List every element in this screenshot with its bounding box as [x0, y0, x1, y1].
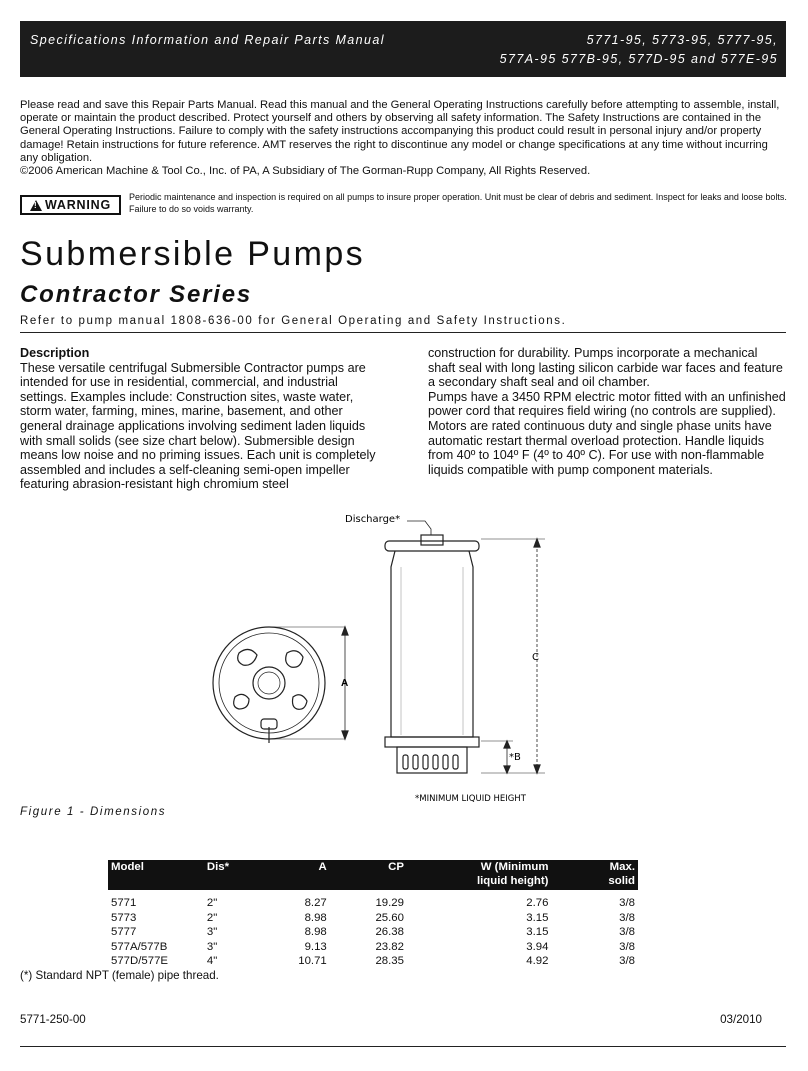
cell-a: 8.27 [304, 897, 327, 909]
description-text-2b: Pumps have a 3450 RPM electric motor fitted with an unfinished power cord that requires field wiring (no controls are supplied). Motors are rated continuous duty and single phase units have automatic restart thermal overload protection. Handle liquids from 40º to 104º F (4º to 40º C). For use with non-flammable liquids compatible with pump component materials. [428, 389, 786, 477]
cell-w: 3.15 [526, 911, 549, 924]
header-bar [20, 21, 786, 77]
cell-w: 3.15 [526, 926, 549, 938]
cell-dis: 2" [206, 911, 218, 924]
dimension-label-a: A [341, 678, 349, 689]
col-max-line2: solid [608, 875, 635, 887]
description-text-2a: construction for durability. Pumps incorporate a mechanical shaft seal with long lasting silicon carbide war faces and feature a secondary shaft seal and oil chamber. [428, 346, 783, 390]
cell-a: 8.98 [304, 926, 327, 938]
header-models-line1: 5771-95, 5773-95, 5777-95, [586, 33, 778, 47]
warning-text: Periodic maintenance and inspection is required on all pumps to insure proper operation. Unit must be clear of debris and sediment. Inspect for leaks and loose bolts. Failure to do so voids warranty. [129, 192, 787, 214]
header-models-line2: 577A-95 577B-95, 577D-95 and 577E-95 [499, 52, 778, 66]
cell-model: 577A/577B [111, 940, 168, 953]
pump-side-view [385, 521, 545, 773]
col-w-line1: W (Minimum [480, 861, 549, 873]
page-title: Submersible Pumps [20, 235, 366, 273]
description-column-2 [428, 346, 788, 477]
pump-top-view [213, 627, 348, 743]
col-w [407, 860, 552, 890]
warning-label: WARNING [44, 198, 111, 212]
cell-model: 5771 [111, 897, 137, 909]
cell-model: 5777 [111, 926, 137, 938]
discharge-label: Discharge* [345, 514, 401, 525]
description-text-1: These versatile centrifugal Submersible Contractor pumps are intended for use in residential, commercial, and industrial settings. Examples include: Construction sites, waste water, storm water, farming, mines, marine, basement, and other general drainage applications involving sediment laden liquids with small solids (see size chart below). Submersible design means low noise and no priming issues. Each unit is completely assembled and includes a self-cleaning semi-open impeller featuring abrasion-resistant high chromium steel [20, 360, 376, 492]
warning-badge [20, 195, 121, 215]
cell-a: 9.13 [304, 940, 327, 953]
divider-top [20, 332, 786, 333]
cell-w: 2.76 [526, 897, 549, 909]
divider-bottom [20, 1046, 786, 1047]
table-row [108, 925, 638, 940]
document-number: 5771-250-00 [20, 1013, 86, 1026]
figure-caption: Figure 1 - Dimensions [20, 806, 167, 818]
col-dis: Dis* [204, 860, 268, 890]
table-row [108, 940, 638, 955]
copyright-line: ©2006 American Machine & Tool Co., Inc. of PA, A Subsidiary of The Gorman-Rupp Company, All Rights Reserved. [20, 165, 591, 178]
cell-dis: 3" [206, 926, 218, 938]
cell-cp: 23.82 [375, 940, 404, 953]
col-a: A [268, 860, 330, 890]
table-footnote: (*) Standard NPT (female) pipe thread. [20, 969, 219, 982]
dimension-label-c: C [532, 652, 539, 663]
table-header-row [108, 860, 638, 890]
cell-cp: 25.60 [375, 911, 404, 924]
description-column-1 [20, 346, 385, 492]
cell-a: 10.71 [298, 955, 327, 967]
col-model: Model [108, 860, 204, 890]
cell-model: 5773 [111, 911, 137, 924]
refer-note: Refer to pump manual 1808-636-00 for General Operating and Safety Instructions. [20, 315, 567, 327]
cell-dis: 3" [206, 940, 218, 953]
table-row [108, 954, 638, 969]
cell-w: 3.94 [526, 940, 549, 953]
page-subtitle: Contractor Series [20, 281, 252, 308]
document-date: 03/2010 [720, 1013, 762, 1026]
cell-cp: 19.29 [375, 897, 404, 909]
cell-dis: 4" [206, 955, 218, 967]
table-row [108, 896, 638, 911]
cell-max: 3/8 [619, 911, 635, 924]
col-cp: CP [330, 860, 407, 890]
intro-text [20, 99, 786, 178]
col-w-line2: liquid height) [476, 875, 549, 887]
table-row [108, 911, 638, 926]
warning-triangle-icon: ! [30, 200, 42, 211]
min-liquid-label: *MINIMUM LIQUID HEIGHT [415, 794, 526, 804]
cell-cp: 26.38 [375, 926, 404, 938]
cell-cp: 28.35 [375, 955, 404, 967]
header-manual-title: Specifications Information and Repair Parts Manual [30, 33, 385, 47]
cell-w: 4.92 [526, 955, 549, 967]
description-heading: Description [20, 346, 90, 360]
cell-model: 577D/577E [111, 955, 168, 967]
col-max-line1: Max. [609, 861, 635, 873]
cell-max: 3/8 [619, 940, 635, 953]
cell-max: 3/8 [619, 897, 635, 909]
dimensions-figure [195, 505, 560, 805]
cell-max: 3/8 [619, 955, 635, 967]
dimension-label-b: *B [509, 752, 521, 763]
col-max [551, 860, 638, 890]
dimensions-table [108, 860, 638, 969]
cell-a: 8.98 [304, 911, 327, 924]
cell-dis: 2" [206, 897, 218, 909]
intro-paragraph: Please read and save this Repair Parts Manual. Read this manual and the General Operating Instructions carefully before attempting to assemble, install, operate or maintain the product described. Protect yourself and others by observing all safety information. The Safety Instructions are contained in the General Operating Instructions. Failure to comply with the safety instructions accompanying this product could result in personal injury and/or property damage! Retain instructions for future reference. AMT reserves the right to discontinue any model or change specifications at any time without incurring any obligation. [20, 99, 780, 164]
cell-max: 3/8 [619, 926, 635, 938]
